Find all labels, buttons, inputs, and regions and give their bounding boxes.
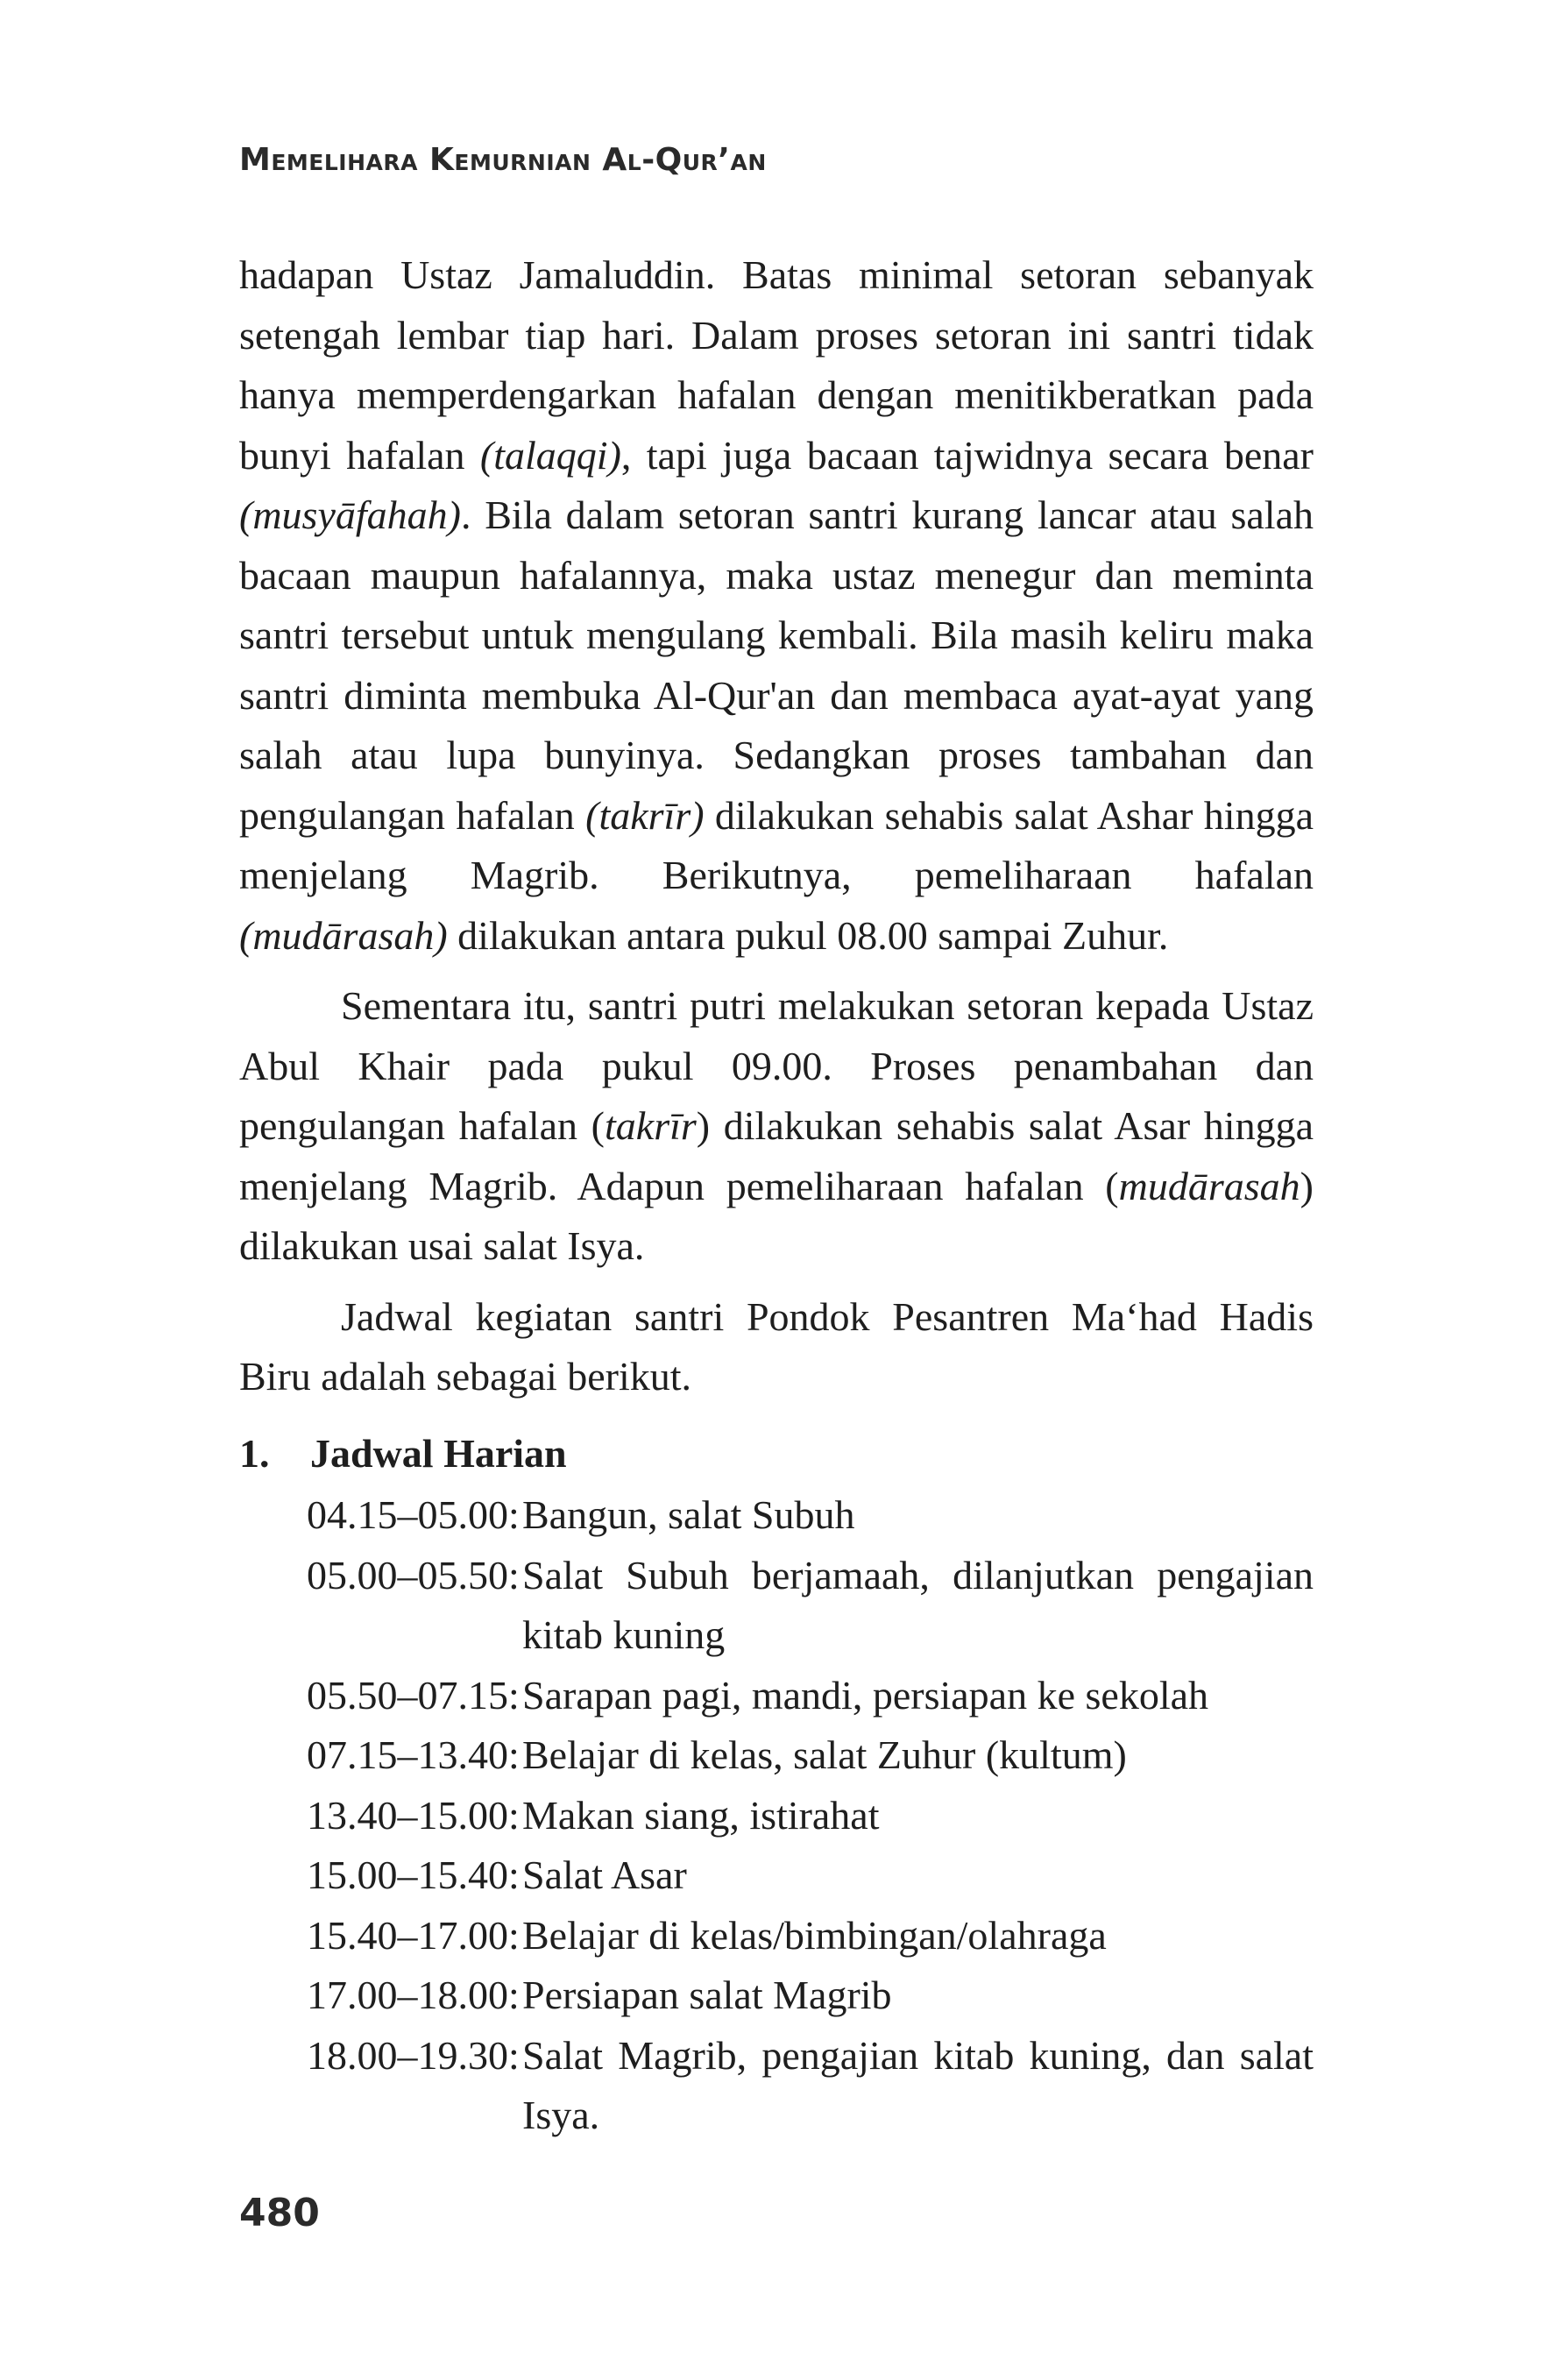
italic-term: (takrīr) [585,792,705,838]
text-span: hadapan Ustaz Jamaluddin. Batas minimal setoran sebanyak setengah lembar tiap hari. Dalam proses setoran ini santri tidak hanya memperdengarkan hafalan dengan menitikberatkan pada bunyi hafalan [239,252,1314,478]
schedule-row [239,1546,1314,1666]
section-title: Jadwal Harian [310,1431,567,1476]
text-span: dilakukan antara pukul 08.00 sampai Zuhur. [447,912,1169,958]
italic-term: mudārasah [1118,1163,1300,1208]
running-head: Memelihara Kemurnian Al-Qur’an [239,142,767,178]
page-number: 480 [239,2191,320,2235]
schedule-row [239,1906,1314,1966]
schedule-activity: Belajar di kelas/bimbingan/olahraga [522,1912,1107,1958]
schedule-time: 18.00–19.30: [307,2032,520,2078]
paragraph-1 [239,245,1314,966]
schedule-row [239,1786,1314,1846]
text-span: . Bila dalam setoran santri kurang lancar atau salah bacaan maupun hafalannya, maka ustaz menegur dan meminta santri tersebut untuk mengulang kembali. Bila masih keliru maka santri diminta membuka Al-Qur'an dan membaca ayat-ayat yang salah atau lupa bunyinya. Sedangkan proses tambahan dan pengulangan hafalan [239,492,1314,838]
text-span: Sementara itu, santri putri melakukan setoran kepada Ustaz Abul Khair pada pukul 09.00. Proses penambahan dan pengulangan hafalan ( [239,983,1314,1148]
section-number: 1. [239,1431,270,1476]
text-span: ) dilakukan sehabis salat Asar hingga menjelang Magrib. Adapun pemeliharaan hafalan ( [239,1103,1314,1208]
text-span: , tapi juga bacaan tajwidnya secara benar [620,432,1314,478]
paragraph-3: Jadwal kegiatan santri Pondok Pesantren Ma‘had Hadis Biru adalah sebagai berikut. [239,1293,1314,1399]
schedule-section [239,1424,1314,2146]
schedule-activity: Salat Magrib, pengajian kitab kuning, dan salat Isya. [522,2032,1314,2137]
schedule-row [239,1725,1314,1786]
italic-term: (musyāfahah) [239,492,461,537]
italic-term: (talaqqi) [479,432,621,478]
schedule-row [239,1666,1314,1726]
schedule-activity: Sarapan pagi, mandi, persiapan ke sekolah [522,1672,1209,1718]
schedule-list [239,1485,1314,2146]
schedule-activity: Persiapan salat Magrib [522,1973,892,2017]
schedule-row [239,2026,1314,2146]
schedule-row [239,1845,1314,1906]
schedule-row [239,1966,1314,2026]
text-span: ) dilakukan usai salat Isya. [239,1163,1314,1268]
schedule-time: 05.50–07.15: [307,1672,520,1718]
schedule-activity: Bangun, salat Subuh [522,1492,855,1537]
italic-term: takrīr [605,1103,697,1148]
paragraph-2 [239,976,1314,1277]
schedule-activity: Makan siang, istirahat [522,1792,880,1838]
schedule-time: 17.00–18.00: [307,1973,520,2017]
body-text [239,245,1314,1407]
schedule-time: 15.00–15.40: [307,1852,520,1897]
schedule-activity: Salat Subuh berjamaah, dilanjutkan pengajian kitab kuning [522,1552,1314,1657]
text-span: dilakukan sehabis salat Ashar hingga menjelang Magrib. Berikutnya, pemeliharaan hafalan [239,792,1314,897]
italic-term: (mudārasah) [239,912,448,958]
schedule-time: 13.40–15.00: [307,1792,520,1838]
schedule-time: 04.15–05.00: [307,1492,520,1537]
section-heading [239,1424,1314,1484]
schedule-time: 07.15–13.40: [307,1732,520,1777]
schedule-row [239,1485,1314,1546]
schedule-activity: Belajar di kelas, salat Zuhur (kultum) [522,1732,1127,1777]
schedule-time: 05.00–05.50: [307,1552,520,1597]
schedule-time: 15.40–17.00: [307,1912,520,1958]
schedule-activity: Salat Asar [522,1852,687,1897]
